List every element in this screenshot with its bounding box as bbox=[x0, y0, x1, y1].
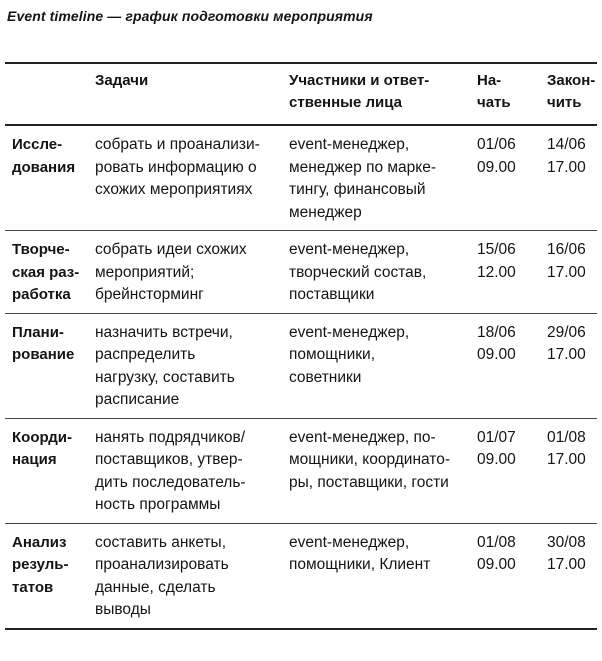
table-row bbox=[5, 418, 597, 523]
table-row bbox=[5, 313, 597, 418]
tasks-cell: составить анкеты, проанализировать данные, сделать выводы bbox=[95, 533, 229, 618]
participants-cell: event-менеджер, менеджер по марке- тингу, финансовый менеджер bbox=[289, 136, 437, 221]
table-row bbox=[5, 523, 597, 629]
end-cell: 29/06 17.00 bbox=[547, 323, 586, 363]
page-title: Event timeline — график подготовки мероприятия bbox=[7, 8, 373, 24]
start-cell: 01/07 09.00 bbox=[477, 428, 516, 468]
header-stage bbox=[5, 63, 89, 125]
tasks-cell: собрать идеи схожих мероприятий; брейнсторминг bbox=[95, 241, 247, 303]
header-tasks: Задачи bbox=[95, 72, 149, 89]
participants-cell: event-менеджер, помощники, советники bbox=[289, 323, 410, 386]
table-header-row bbox=[5, 63, 597, 125]
table-row bbox=[5, 231, 597, 314]
timeline-table bbox=[5, 62, 597, 630]
start-cell: 01/06 09.00 bbox=[477, 136, 516, 176]
participants-cell: event-менеджер, по- мощники, координато- ры, поставщики, гости bbox=[289, 428, 451, 491]
tasks-cell: собрать и проанализи- ровать информацию о схожих мероприятиях bbox=[95, 136, 260, 198]
header-start: На- чать bbox=[477, 72, 511, 111]
participants-cell: event-менеджер, творческий состав, поставщики bbox=[289, 241, 427, 303]
end-cell: 14/06 17.00 bbox=[547, 136, 586, 176]
start-cell: 18/06 09.00 bbox=[477, 323, 516, 363]
stage-cell: Творче- ская раз- работка bbox=[12, 241, 80, 303]
tasks-cell: нанять подрядчиков/ поставщиков, утвер- дить последователь- ность программы bbox=[95, 428, 246, 513]
stage-cell: Анализ резуль- татов bbox=[12, 533, 69, 596]
start-cell: 15/06 12.00 bbox=[477, 241, 516, 281]
stage-cell: Иссле- дования bbox=[12, 136, 76, 176]
end-cell: 01/08 17.00 bbox=[547, 428, 586, 468]
participants-cell: event-менеджер, помощники, Клиент bbox=[289, 533, 431, 573]
stage-cell: Плани- рование bbox=[12, 323, 75, 363]
table-row bbox=[5, 125, 597, 231]
stage-cell: Коорди- нация bbox=[12, 428, 73, 468]
header-end: Закон- чить bbox=[547, 72, 596, 111]
header-participants: Участники и ответ- ственные лица bbox=[289, 72, 430, 111]
end-cell: 16/06 17.00 bbox=[547, 241, 586, 281]
tasks-cell: назначить встречи, распределить нагрузку, составить расписание bbox=[95, 323, 235, 408]
end-cell: 30/08 17.00 bbox=[547, 533, 586, 573]
start-cell: 01/08 09.00 bbox=[477, 533, 516, 573]
